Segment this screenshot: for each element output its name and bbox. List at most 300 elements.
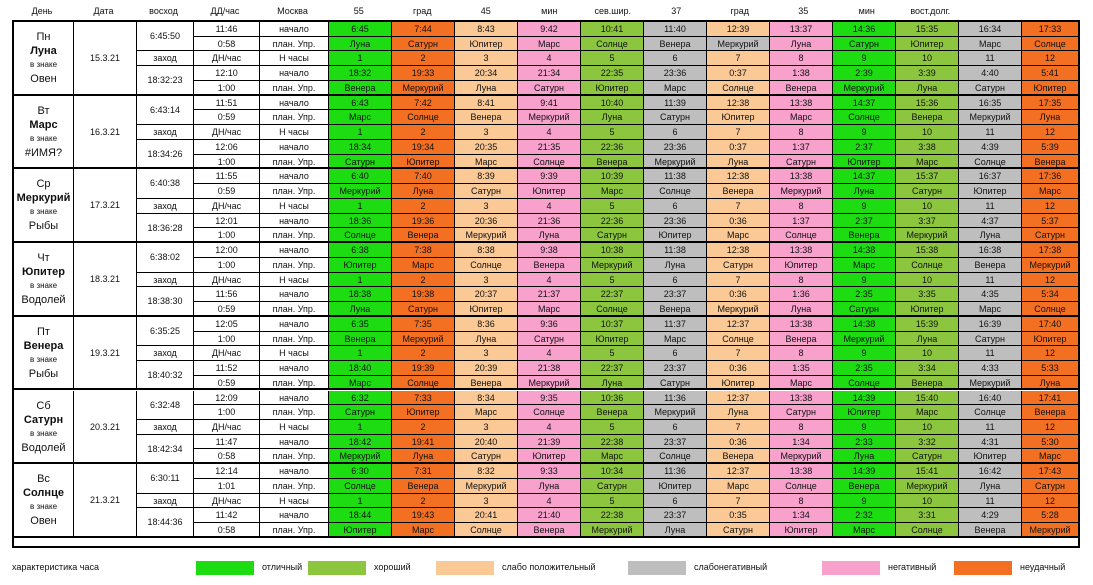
hour-planet: Солнце bbox=[1022, 302, 1078, 317]
hour-number: 6 bbox=[644, 125, 707, 140]
hour-start: 10:41 bbox=[581, 22, 644, 37]
hour-number: 2 bbox=[392, 51, 455, 66]
sunrise-time: 6:45:50 bbox=[137, 22, 194, 51]
hour-start: 13:38 bbox=[770, 391, 833, 406]
dn-hour-label: ДН/час bbox=[194, 51, 260, 66]
hour-start: 0:36 bbox=[707, 435, 770, 450]
hour-start: 15:40 bbox=[896, 391, 959, 406]
hour-planet: Солнце bbox=[518, 405, 581, 420]
hour-planet: Юпитер bbox=[707, 376, 770, 391]
hour-start: 8:34 bbox=[455, 391, 518, 406]
dd-value: 11:42 bbox=[194, 508, 260, 523]
hour-planet: Луна bbox=[707, 405, 770, 420]
hour-start: 16:35 bbox=[959, 96, 1022, 111]
hour-start: 18:40 bbox=[329, 361, 392, 376]
hour-start: 5:34 bbox=[1022, 287, 1078, 302]
hour-number: 1 bbox=[329, 273, 392, 288]
hour-number: 11 bbox=[959, 51, 1022, 66]
dd-value: 1:00 bbox=[194, 405, 260, 420]
hour-planet: Венера bbox=[329, 81, 392, 96]
sunset-label: заход bbox=[137, 199, 194, 214]
day-cell bbox=[14, 169, 74, 243]
hour-start: 11:36 bbox=[644, 391, 707, 406]
hour-planet: Венера bbox=[518, 258, 581, 273]
hour-start: 19:43 bbox=[392, 508, 455, 523]
hour-planet: Луна bbox=[455, 81, 518, 96]
hour-start: 3:37 bbox=[896, 214, 959, 229]
hour-start: 17:41 bbox=[1022, 391, 1078, 406]
hour-start: 12:38 bbox=[707, 169, 770, 184]
hour-planet: Сатурн bbox=[833, 302, 896, 317]
hour-planet: Венера bbox=[392, 479, 455, 494]
hour-planet: Марс bbox=[644, 81, 707, 96]
hour-start: 5:41 bbox=[1022, 66, 1078, 81]
hour-number: 1 bbox=[329, 199, 392, 214]
column-header bbox=[12, 0, 1080, 20]
hour-planet: Луна bbox=[518, 228, 581, 243]
hour-number: 10 bbox=[896, 420, 959, 435]
hour-start: 4:33 bbox=[959, 361, 1022, 376]
hour-planet: Сатурн bbox=[455, 449, 518, 464]
hour-planet: Венера bbox=[581, 405, 644, 420]
hour-start: 6:35 bbox=[329, 317, 392, 332]
hour-number: 12 bbox=[1022, 346, 1078, 361]
hour-number: 5 bbox=[581, 199, 644, 214]
hour-number: 3 bbox=[455, 125, 518, 140]
hour-number: 12 bbox=[1022, 199, 1078, 214]
hour-planet: Марс bbox=[707, 479, 770, 494]
hour-start: 23:36 bbox=[644, 214, 707, 229]
hour-planet: Юпитер bbox=[329, 258, 392, 273]
hour-planet: Марс bbox=[644, 332, 707, 347]
hour-planet: Солнце bbox=[707, 81, 770, 96]
hour-start: 10:39 bbox=[581, 169, 644, 184]
hour-start: 11:40 bbox=[644, 22, 707, 37]
hour-start: 10:34 bbox=[581, 464, 644, 479]
hour-number: 8 bbox=[770, 51, 833, 66]
hour-number: 10 bbox=[896, 346, 959, 361]
hour-number: 6 bbox=[644, 420, 707, 435]
dd-value: 11:56 bbox=[194, 287, 260, 302]
row-label: план. Упр. bbox=[260, 302, 329, 317]
hour-start: 5:33 bbox=[1022, 361, 1078, 376]
hour-number: 1 bbox=[329, 51, 392, 66]
hour-number: 5 bbox=[581, 346, 644, 361]
day-insign: в знаке bbox=[29, 281, 58, 291]
dd-value: 11:55 bbox=[194, 169, 260, 184]
hour-planet: Сатурн bbox=[1022, 479, 1078, 494]
hour-number: 3 bbox=[455, 199, 518, 214]
hour-start: 15:41 bbox=[896, 464, 959, 479]
hour-planet: Меркурий bbox=[392, 332, 455, 347]
hour-planet: Юпитер bbox=[644, 228, 707, 243]
row-label: Н часы bbox=[260, 494, 329, 509]
day-planet: Юпитер bbox=[22, 266, 65, 279]
row-label: план. Упр. bbox=[260, 332, 329, 347]
hour-start: 20:35 bbox=[455, 140, 518, 155]
hour-number: 6 bbox=[644, 346, 707, 361]
hour-planet: Меркурий bbox=[581, 523, 644, 538]
hour-planet: Солнце bbox=[455, 258, 518, 273]
hour-start: 13:38 bbox=[770, 169, 833, 184]
hour-start: 11:36 bbox=[644, 464, 707, 479]
hour-planet: Венера bbox=[770, 81, 833, 96]
hour-start: 1:34 bbox=[770, 508, 833, 523]
hour-number: 6 bbox=[644, 494, 707, 509]
hour-start: 7:40 bbox=[392, 169, 455, 184]
hour-start: 11:38 bbox=[644, 243, 707, 258]
legend-swatch bbox=[822, 561, 880, 575]
hour-start: 7:33 bbox=[392, 391, 455, 406]
sunset-time: 18:38:30 bbox=[137, 287, 194, 316]
sunset-label: заход bbox=[137, 273, 194, 288]
hour-planet: Сатурн bbox=[644, 376, 707, 391]
header-cell-6: град bbox=[412, 6, 432, 16]
hour-number: 5 bbox=[581, 273, 644, 288]
row-label: план. Упр. bbox=[260, 523, 329, 538]
hour-start: 0:36 bbox=[707, 287, 770, 302]
row-label: план. Упр. bbox=[260, 155, 329, 170]
date-cell: 19.3.21 bbox=[74, 317, 137, 391]
hour-planet: Луна bbox=[392, 449, 455, 464]
hour-start: 7:42 bbox=[392, 96, 455, 111]
hour-start: 16:42 bbox=[959, 464, 1022, 479]
hour-planet: Солнце bbox=[770, 228, 833, 243]
hour-start: 18:32 bbox=[329, 66, 392, 81]
hour-number: 8 bbox=[770, 199, 833, 214]
hour-start: 14:38 bbox=[833, 317, 896, 332]
hour-start: 1:37 bbox=[770, 140, 833, 155]
hour-start: 2:35 bbox=[833, 361, 896, 376]
dd-value: 11:51 bbox=[194, 96, 260, 111]
dd-value: 1:00 bbox=[194, 81, 260, 96]
dn-hour-label: ДН/час bbox=[194, 494, 260, 509]
hour-planet: Венера bbox=[833, 228, 896, 243]
hour-start: 14:36 bbox=[833, 22, 896, 37]
hour-planet: Луна bbox=[581, 376, 644, 391]
hour-number: 6 bbox=[644, 273, 707, 288]
hour-start: 20:37 bbox=[455, 287, 518, 302]
hour-start: 19:41 bbox=[392, 435, 455, 450]
hour-number: 8 bbox=[770, 125, 833, 140]
dd-value: 11:52 bbox=[194, 361, 260, 376]
date-cell: 21.3.21 bbox=[74, 464, 137, 538]
hour-start: 2:33 bbox=[833, 435, 896, 450]
hour-start: 22:38 bbox=[581, 435, 644, 450]
hour-number: 7 bbox=[707, 51, 770, 66]
hour-number: 4 bbox=[518, 346, 581, 361]
dd-value: 1:01 bbox=[194, 479, 260, 494]
row-label: Н часы bbox=[260, 51, 329, 66]
hour-number: 12 bbox=[1022, 420, 1078, 435]
hour-start: 13:37 bbox=[770, 22, 833, 37]
hour-start: 19:34 bbox=[392, 140, 455, 155]
dd-value: 1:00 bbox=[194, 155, 260, 170]
hour-planet: Солнце bbox=[455, 523, 518, 538]
dd-value: 0:58 bbox=[194, 37, 260, 52]
row-label: Н часы bbox=[260, 273, 329, 288]
row-label: план. Упр. bbox=[260, 449, 329, 464]
hour-planet: Сатурн bbox=[329, 405, 392, 420]
hour-planet: Меркурий bbox=[518, 376, 581, 391]
hour-planet: Венера bbox=[833, 479, 896, 494]
hour-number: 12 bbox=[1022, 51, 1078, 66]
hour-number: 7 bbox=[707, 494, 770, 509]
hour-planet: Юпитер bbox=[392, 405, 455, 420]
dd-value: 0:59 bbox=[194, 110, 260, 125]
hour-start: 15:38 bbox=[896, 243, 959, 258]
day-planet: Венера bbox=[23, 339, 64, 352]
dd-value: 12:10 bbox=[194, 66, 260, 81]
hour-start: 17:40 bbox=[1022, 317, 1078, 332]
day-insign: в знаке bbox=[29, 133, 58, 143]
hour-planet: Меркурий bbox=[959, 110, 1022, 125]
dd-value: 1:00 bbox=[194, 228, 260, 243]
hour-start: 6:40 bbox=[329, 169, 392, 184]
hour-planet: Меркурий bbox=[770, 449, 833, 464]
hour-start: 14:38 bbox=[833, 243, 896, 258]
sunset-time: 18:36:28 bbox=[137, 214, 194, 243]
hour-planet: Солнце bbox=[644, 449, 707, 464]
hour-start: 0:36 bbox=[707, 361, 770, 376]
hour-planet: Меркурий bbox=[329, 449, 392, 464]
hour-start: 16:34 bbox=[959, 22, 1022, 37]
day-sign: Овен bbox=[30, 73, 57, 85]
row-label: начало bbox=[260, 464, 329, 479]
hour-planet: Венера bbox=[896, 110, 959, 125]
hour-number: 8 bbox=[770, 420, 833, 435]
hour-number: 2 bbox=[392, 273, 455, 288]
hour-planet: Сатурн bbox=[770, 155, 833, 170]
row-label: начало bbox=[260, 508, 329, 523]
sunset-time: 18:34:26 bbox=[137, 140, 194, 169]
hour-planet: Луна bbox=[896, 81, 959, 96]
header-cell-8: мин bbox=[541, 6, 558, 16]
hour-planet: Луна bbox=[455, 332, 518, 347]
hour-start: 21:37 bbox=[518, 287, 581, 302]
hour-start: 11:37 bbox=[644, 317, 707, 332]
hour-number: 10 bbox=[896, 199, 959, 214]
hour-planet: Меркурий bbox=[329, 184, 392, 199]
hour-number: 7 bbox=[707, 420, 770, 435]
hour-planet: Меркурий bbox=[455, 228, 518, 243]
hour-number: 9 bbox=[833, 494, 896, 509]
hour-planet: Солнце bbox=[833, 110, 896, 125]
hour-start: 0:37 bbox=[707, 140, 770, 155]
hour-number: 2 bbox=[392, 346, 455, 361]
hour-start: 20:41 bbox=[455, 508, 518, 523]
hour-start: 21:35 bbox=[518, 140, 581, 155]
hour-number: 10 bbox=[896, 125, 959, 140]
dd-value: 1:00 bbox=[194, 258, 260, 273]
hour-planet: Марс bbox=[1022, 449, 1078, 464]
day-planet: Меркурий bbox=[16, 192, 71, 205]
hour-planet: Меркурий bbox=[896, 228, 959, 243]
hour-planet: Марс bbox=[1022, 184, 1078, 199]
hour-start: 13:38 bbox=[770, 317, 833, 332]
hour-start: 17:36 bbox=[1022, 169, 1078, 184]
hour-start: 5:30 bbox=[1022, 435, 1078, 450]
hour-number: 9 bbox=[833, 199, 896, 214]
row-label: начало bbox=[260, 214, 329, 229]
legend-label: неудачный bbox=[1020, 562, 1066, 572]
date-cell: 16.3.21 bbox=[74, 96, 137, 170]
hour-start: 23:37 bbox=[644, 508, 707, 523]
hour-start: 12:37 bbox=[707, 391, 770, 406]
hour-planet: Солнце bbox=[581, 37, 644, 52]
dn-hour-label: ДН/час bbox=[194, 346, 260, 361]
day-insign: в знаке bbox=[29, 207, 58, 217]
hour-number: 10 bbox=[896, 51, 959, 66]
hour-start: 10:38 bbox=[581, 243, 644, 258]
hour-number: 3 bbox=[455, 346, 518, 361]
hour-start: 2:37 bbox=[833, 214, 896, 229]
hour-planet: Юпитер bbox=[644, 479, 707, 494]
row-label: план. Упр. bbox=[260, 258, 329, 273]
hour-planet: Сатурн bbox=[329, 155, 392, 170]
hour-number: 1 bbox=[329, 125, 392, 140]
hour-start: 17:38 bbox=[1022, 243, 1078, 258]
dn-hour-label: ДН/час bbox=[194, 273, 260, 288]
header-cell-10: 37 bbox=[671, 6, 682, 16]
hour-planet: Луна bbox=[1022, 110, 1078, 125]
legend-label: слабонегативный bbox=[694, 562, 768, 572]
hour-start: 1:36 bbox=[770, 287, 833, 302]
hour-planet: Меркурий bbox=[644, 155, 707, 170]
hour-planet: Марс bbox=[959, 37, 1022, 52]
hour-planet: Марс bbox=[833, 523, 896, 538]
hour-planet: Луна bbox=[518, 479, 581, 494]
dn-hour-label: ДН/час bbox=[194, 420, 260, 435]
hour-start: 15:35 bbox=[896, 22, 959, 37]
hour-start: 4:37 bbox=[959, 214, 1022, 229]
hour-start: 8:38 bbox=[455, 243, 518, 258]
hour-planet: Луна bbox=[392, 184, 455, 199]
day-sign: Рыбы bbox=[28, 220, 59, 233]
hour-planet: Сатурн bbox=[896, 184, 959, 199]
hour-start: 3:34 bbox=[896, 361, 959, 376]
dd-value: 11:47 bbox=[194, 435, 260, 450]
hour-start: 18:38 bbox=[329, 287, 392, 302]
header-cell-13: мин bbox=[858, 6, 875, 16]
hour-start: 14:37 bbox=[833, 169, 896, 184]
hour-planet: Юпитер bbox=[329, 523, 392, 538]
hour-number: 1 bbox=[329, 494, 392, 509]
hour-start: 8:39 bbox=[455, 169, 518, 184]
hour-start: 10:36 bbox=[581, 391, 644, 406]
hour-start: 9:33 bbox=[518, 464, 581, 479]
hour-number: 12 bbox=[1022, 494, 1078, 509]
hour-number: 4 bbox=[518, 51, 581, 66]
hour-start: 6:38 bbox=[329, 243, 392, 258]
hour-planet: Венера bbox=[1022, 405, 1078, 420]
row-label: начало bbox=[260, 391, 329, 406]
hour-start: 2:35 bbox=[833, 287, 896, 302]
hour-number: 2 bbox=[392, 420, 455, 435]
hour-number: 11 bbox=[959, 494, 1022, 509]
hour-planet: Марс bbox=[707, 228, 770, 243]
hour-number: 8 bbox=[770, 273, 833, 288]
dd-value: 0:58 bbox=[194, 449, 260, 464]
hour-start: 9:35 bbox=[518, 391, 581, 406]
hour-number: 8 bbox=[770, 494, 833, 509]
hour-planet: Венера bbox=[392, 228, 455, 243]
hour-planet: Сатурн bbox=[707, 523, 770, 538]
hour-number: 11 bbox=[959, 199, 1022, 214]
hour-planet: Марс bbox=[581, 449, 644, 464]
hour-number: 10 bbox=[896, 494, 959, 509]
hour-planet: Венера bbox=[644, 37, 707, 52]
hour-planet: Солнце bbox=[833, 376, 896, 391]
dd-value: 0:59 bbox=[194, 184, 260, 199]
hour-planet: Сатурн bbox=[518, 81, 581, 96]
hour-planet: Марс bbox=[518, 302, 581, 317]
hour-start: 22:38 bbox=[581, 508, 644, 523]
hour-planet: Солнце bbox=[644, 184, 707, 199]
date-cell: 17.3.21 bbox=[74, 169, 137, 243]
hour-planet: Юпитер bbox=[518, 184, 581, 199]
hour-planet: Меркурий bbox=[770, 184, 833, 199]
hour-planet: Луна bbox=[959, 479, 1022, 494]
hour-planet: Юпитер bbox=[392, 155, 455, 170]
hour-start: 22:36 bbox=[581, 140, 644, 155]
row-label: Н часы bbox=[260, 346, 329, 361]
hour-planet: Луна bbox=[770, 302, 833, 317]
day-sign: #ИМЯ? bbox=[24, 146, 63, 159]
hour-start: 5:28 bbox=[1022, 508, 1078, 523]
hour-planet: Юпитер bbox=[833, 405, 896, 420]
date-cell: 20.3.21 bbox=[74, 391, 137, 465]
hour-planet: Сатурн bbox=[1022, 228, 1078, 243]
hour-planet: Юпитер bbox=[896, 302, 959, 317]
hour-number: 12 bbox=[1022, 273, 1078, 288]
hour-planet: Марс bbox=[959, 302, 1022, 317]
hour-start: 21:39 bbox=[518, 435, 581, 450]
row-label: план. Упр. bbox=[260, 184, 329, 199]
row-label: план. Упр. bbox=[260, 228, 329, 243]
hour-start: 12:38 bbox=[707, 243, 770, 258]
hour-start: 19:39 bbox=[392, 361, 455, 376]
hour-planet: Меркурий bbox=[833, 332, 896, 347]
hour-number: 7 bbox=[707, 273, 770, 288]
hour-start: 10:40 bbox=[581, 96, 644, 111]
hour-start: 21:36 bbox=[518, 214, 581, 229]
hour-planet: Меркурий bbox=[581, 258, 644, 273]
header-cell-3: ДД/час bbox=[210, 6, 240, 16]
sunset-label: заход bbox=[137, 346, 194, 361]
hour-planet: Марс bbox=[518, 37, 581, 52]
legend-swatch bbox=[308, 561, 366, 575]
hour-start: 21:40 bbox=[518, 508, 581, 523]
hour-number: 12 bbox=[1022, 125, 1078, 140]
day-insign: в знаке bbox=[29, 60, 58, 69]
row-label: начало bbox=[260, 361, 329, 376]
hour-start: 9:42 bbox=[518, 22, 581, 37]
hour-start: 7:35 bbox=[392, 317, 455, 332]
row-label: план. Упр. bbox=[260, 37, 329, 52]
day-insign: в знаке bbox=[29, 502, 58, 512]
header-cell-11: град bbox=[730, 6, 750, 16]
day-sign: Водолей bbox=[21, 294, 66, 307]
legend-label: хороший bbox=[374, 562, 411, 572]
hour-planet: Луна bbox=[644, 523, 707, 538]
hour-planet: Луна bbox=[833, 449, 896, 464]
hour-planet: Венера bbox=[959, 258, 1022, 273]
sunset-time: 18:42:34 bbox=[137, 435, 194, 464]
hour-start: 12:38 bbox=[707, 96, 770, 111]
row-label: начало bbox=[260, 287, 329, 302]
hour-planet: Сатурн bbox=[644, 110, 707, 125]
